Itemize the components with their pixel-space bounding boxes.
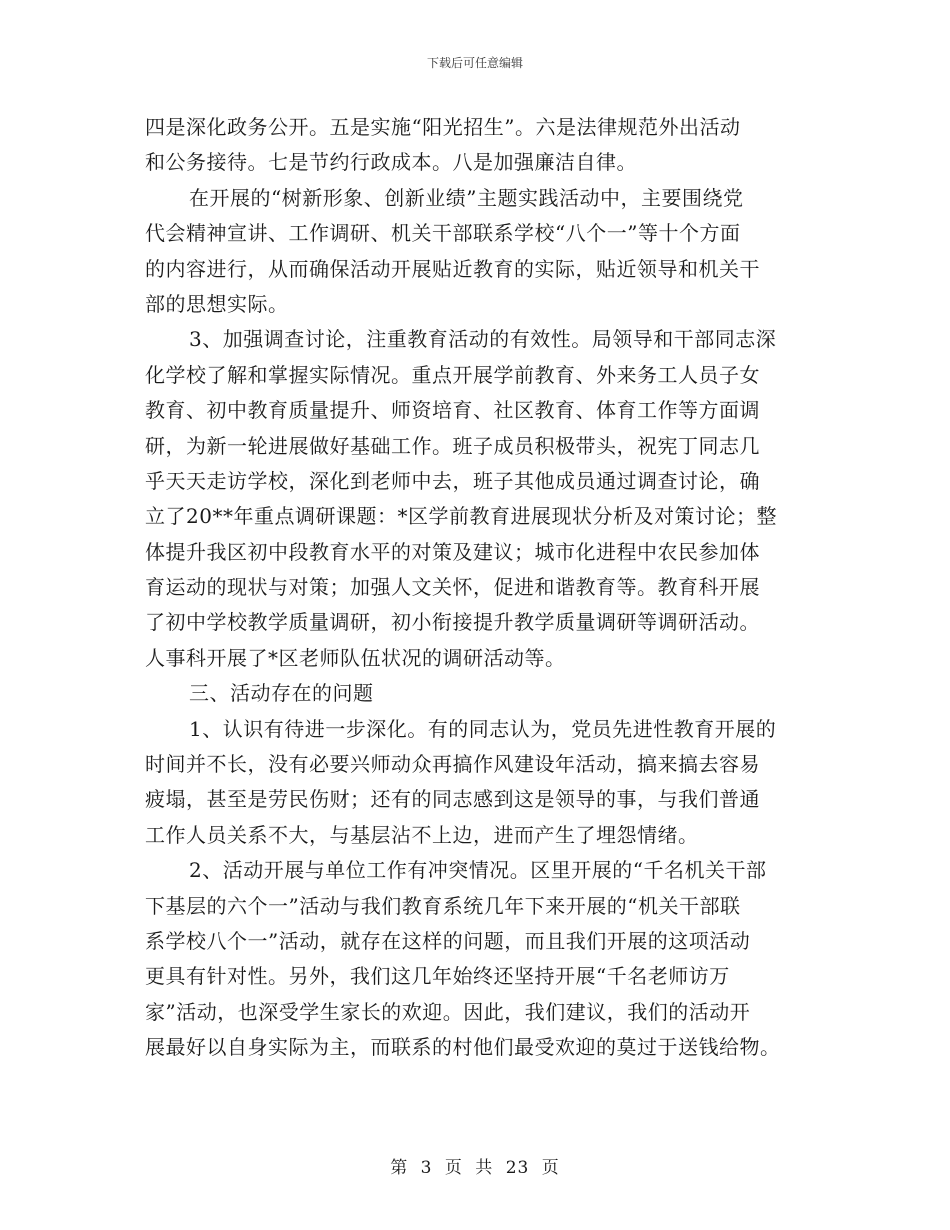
text-line: 代会精神宣讲、工作调研、机关干部联系学校“八个一”等十个方面	[145, 221, 741, 246]
header-note: 下载后可任意编辑	[426, 56, 523, 70]
footer-page-word: 页	[444, 1158, 463, 1178]
text-line: 教育、初中教育质量提升、师资培育、社区教育、体育工作等方面调	[145, 398, 760, 423]
text-line: 下基层的六个一”活动与我们教育系统几年下来开展的“机关干部联	[145, 893, 741, 918]
footer-prefix: 第	[390, 1158, 409, 1178]
paragraph-start: 3、加强调查讨论，注重教育活动的有效性。局领导和干部同志深	[189, 327, 777, 352]
text-line: 育运动的现状与对策；加强人文关怀，促进和谐教育等。教育科开展	[145, 575, 760, 600]
text-line: 研，为新一轮进展做好基础工作。班子成员积极带头，祝宪丁同志几	[145, 433, 760, 458]
text-line: 更具有针对性。另外，我们这几年始终还坚持开展“千名老师访万	[145, 964, 730, 989]
text-line: 人事科开展了*区老师队伍状况的调研活动等。	[145, 645, 566, 670]
text-line: 的内容进行，从而确保活动开展贴近教育的实际，贴近领导和机关干	[145, 256, 760, 281]
text-line: 展最好以自身实际为主，而联系的村他们最受欢迎的莫过于送钱给物。	[145, 1035, 781, 1060]
paragraph-start: 在开展的“树新形象、创新业绩”主题实践活动中，主要围绕党	[189, 185, 744, 210]
text-line: 家”活动，也深受学生家长的欢迎。因此，我们建议，我们的活动开	[145, 999, 751, 1024]
total-pages-number: 23	[505, 1158, 530, 1178]
text-line: 工作人员关系不大，与基层沾不上边，进而产生了埋怨情绪。	[145, 822, 699, 847]
paragraph-start: 1、认识有待进一步深化。有的同志认为，党员先进性教育开展的	[189, 716, 777, 741]
text-line: 时间并不长，没有必要兴师动众再搞作风建设年活动，搞来搞去容易	[145, 752, 760, 777]
current-page-number: 3	[420, 1158, 433, 1178]
text-line: 部的思想实际。	[145, 291, 289, 316]
text-line: 四是深化政务公开。五是实施“阳光招生”。六是法律规范外出活动	[145, 115, 741, 139]
page-footer	[0, 1153, 950, 1178]
body-text	[145, 110, 810, 1066]
text-line: 疲塌，甚至是劳民伤财；还有的同志感到这是领导的事，与我们普通	[145, 787, 760, 812]
section-heading: 三、活动存在的问题	[189, 681, 374, 706]
footer-total-label: 共	[475, 1158, 494, 1178]
text-line: 立了20**年重点调研课题：*区学前教育进展现状分析及对策讨论；整	[145, 504, 777, 529]
paragraph-start: 2、活动开展与单位工作有冲突情况。区里开展的“千名机关干部	[189, 858, 767, 883]
text-line: 了初中学校教学质量调研，初小衔接提升教学质量调研等调研活动。	[145, 610, 760, 635]
text-line: 化学校了解和掌握实际情况。重点开展学前教育、外来务工人员子女	[145, 362, 760, 387]
text-line: 系学校八个一”活动，就存在这样的问题，而且我们开展的这项活动	[145, 928, 751, 953]
text-line: 体提升我区初中段教育水平的对策及建议；城市化进程中农民参加体	[145, 539, 760, 564]
footer-suffix: 页	[541, 1158, 560, 1178]
text-line: 和公务接待。七是节约行政成本。八是加强廉洁自律。	[145, 150, 637, 175]
text-line: 乎天天走访学校，深化到老师中去，班子其他成员通过调查讨论，确	[145, 468, 760, 493]
